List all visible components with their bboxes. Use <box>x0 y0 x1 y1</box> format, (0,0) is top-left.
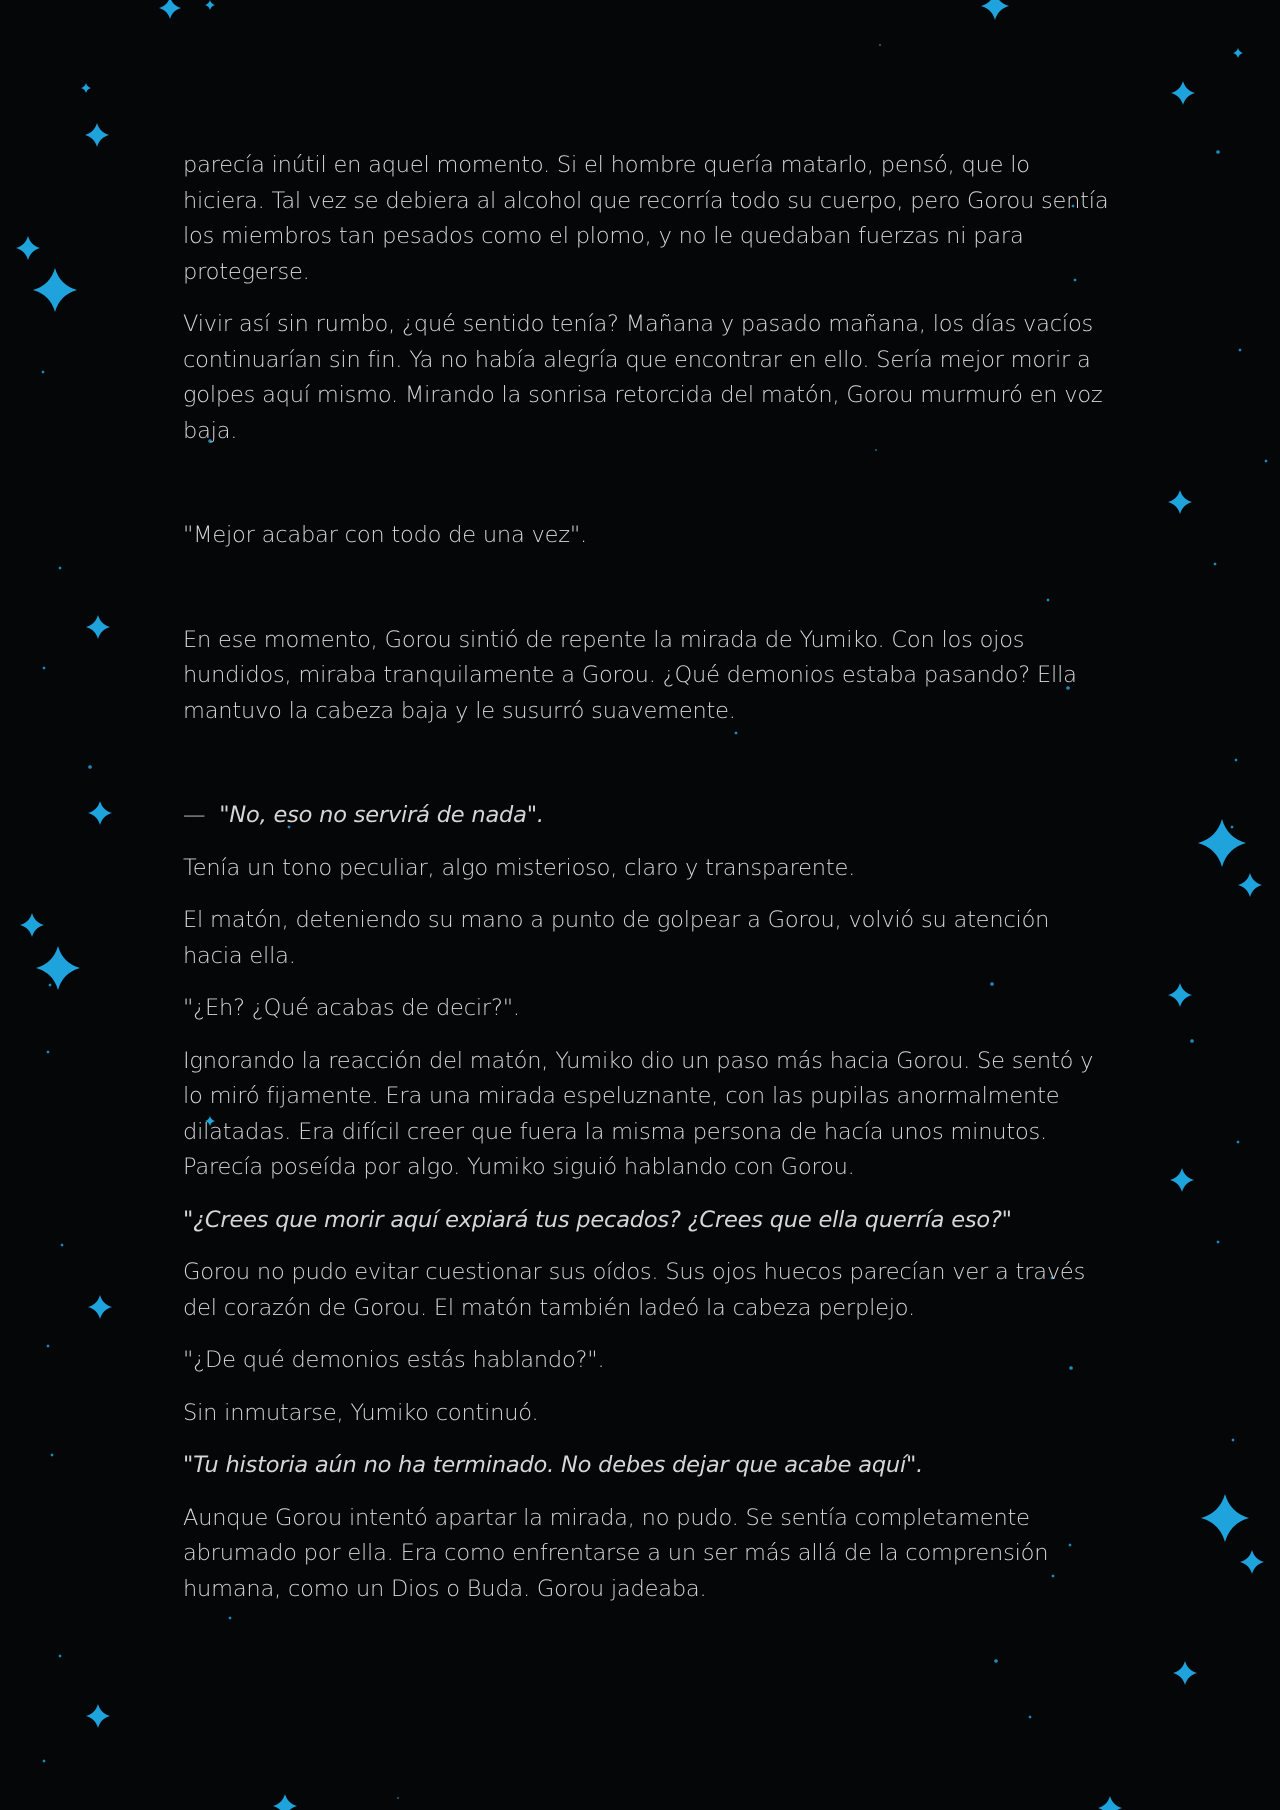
sparkle-star-icon <box>1168 490 1192 514</box>
paragraph-italic: "¿Crees que morir aquí expiará tus pecados? ¿Crees que ella querría eso?" <box>183 1206 1012 1233</box>
paragraph: parecía inútil en aquel momento. Si el hombre quería matarlo, pensó, que lo hiciera. Tal vez se debiera al alcohol que recorría todo su cuerpo, pero Gorou sentía los miembros tan pesados como el plomo, y no le quedaban fuerzas ni para protegerse. <box>183 152 1109 285</box>
tiny-star-icon <box>879 44 881 46</box>
tiny-star-icon <box>47 1345 50 1348</box>
tiny-star-icon <box>59 1655 62 1658</box>
paragraph: El matón, deteniendo su mano a punto de golpear a Gorou, volvió su atención hacia ella. <box>183 907 1050 969</box>
paragraph: Ignorando la reacción del matón, Yumiko dio un paso más hacia Gorou. Se sentó y lo miró fijamente. Era una mirada espeluznante, con las pupilas anormalmente dilatadas. Era difícil creer que fuera la misma persona de hacía unos minutos. Parecía poseída por algo. Yumiko siguió hablando con Gorou. <box>183 1047 1094 1180</box>
sparkle-star-icon <box>88 801 112 825</box>
tiny-star-icon <box>994 1659 998 1663</box>
tiny-star-icon <box>1232 1439 1235 1442</box>
sparkle-star-icon <box>1098 1796 1122 1810</box>
sparkle-star-icon <box>16 236 40 260</box>
paragraph: Gorou no pudo evitar cuestionar sus oídos. Sus ojos huecos parecían ver a través del corazón de Gorou. El matón también ladeó la cabeza perplejo. <box>183 1259 1086 1321</box>
tiny-star-icon <box>1239 349 1242 352</box>
spacer <box>183 571 1113 623</box>
sparkle-star-icon <box>36 946 80 990</box>
sparkle-star-icon <box>1238 873 1262 897</box>
tiny-star-icon <box>1190 1039 1194 1043</box>
sparkle-star-icon <box>981 0 1009 20</box>
paragraph: En ese momento, Gorou sintió de repente la mirada de Yumiko. Con los ojos hundidos, miraba tranquilamente a Gorou. ¿Qué demonios estaba pasando? Ella mantuvo la cabeza baja y le susurró suavemente. <box>183 626 1077 724</box>
tiny-star-icon <box>49 984 52 987</box>
sparkle-star-icon <box>20 913 44 937</box>
tiny-star-icon <box>61 1244 64 1247</box>
story-text <box>183 148 1113 1624</box>
sparkle-star-icon <box>33 268 77 312</box>
tiny-star-icon <box>42 371 45 374</box>
paragraph: Tenía un tono peculiar, algo misterioso, claro y transparente. <box>183 854 856 881</box>
spacer <box>183 746 1113 798</box>
paragraph: Aunque Gorou intentó apartar la mirada, no pudo. Se sentía completamente abrumado por ella. Era como enfrentarse a un ser más allá de la comprensión humana, como un Dios o Buda. Gorou jadeaba. <box>183 1504 1049 1602</box>
spacer <box>183 466 1113 518</box>
sparkle-star-icon <box>205 0 215 10</box>
paragraph: "Mejor acabar con todo de una vez". <box>183 522 587 548</box>
tiny-star-icon <box>43 1760 46 1763</box>
em-dash: — <box>183 802 206 828</box>
sparkle-star-icon <box>1173 1661 1197 1685</box>
tiny-star-icon <box>1265 460 1268 463</box>
sparkle-star-icon <box>85 123 109 147</box>
dialogue-italic: "No, eso no servirá de nada". <box>219 802 544 828</box>
sparkle-star-icon <box>1240 1550 1264 1574</box>
tiny-star-icon <box>1216 150 1220 154</box>
sparkle-star-icon <box>273 1794 297 1810</box>
tiny-star-icon <box>1214 563 1217 566</box>
sparkle-star-icon <box>159 0 181 19</box>
tiny-star-icon <box>1029 1716 1032 1719</box>
tiny-star-icon <box>1231 826 1234 829</box>
tiny-star-icon <box>1237 1141 1240 1144</box>
sparkle-star-icon <box>88 1295 112 1319</box>
sparkle-star-icon <box>1198 819 1246 867</box>
paragraph: "¿Eh? ¿Qué acabas de decir?". <box>183 995 520 1021</box>
tiny-star-icon <box>51 1454 54 1457</box>
paragraph: Vivir así sin rumbo, ¿qué sentido tenía? Mañana y pasado mañana, los días vacíos continuarían sin fin. Ya no había alegría que encontrar en ello. Sería mejor morir a golpes aquí mismo. Mirando la sonrisa retorcida del matón, Gorou murmuró en voz baja. <box>183 311 1103 444</box>
sparkle-star-icon <box>1170 1168 1194 1192</box>
sparkle-star-icon <box>1233 48 1243 58</box>
tiny-star-icon <box>47 1051 50 1054</box>
sparkle-star-icon <box>1171 81 1195 105</box>
tiny-star-icon <box>1235 759 1238 762</box>
tiny-star-icon <box>1217 1241 1220 1244</box>
sparkle-star-icon <box>86 1704 110 1728</box>
paragraph: "¿De qué demonios estás hablando?". <box>183 1347 605 1373</box>
dialogue-line <box>183 798 1113 834</box>
sparkle-star-icon <box>1201 1494 1249 1542</box>
sparkle-star-icon <box>86 615 110 639</box>
sparkle-star-icon <box>1168 983 1192 1007</box>
sparkle-star-icon <box>81 83 91 93</box>
tiny-star-icon <box>88 765 92 769</box>
tiny-star-icon <box>59 567 62 570</box>
tiny-star-icon <box>43 667 46 670</box>
tiny-star-icon <box>397 1797 399 1799</box>
paragraph-italic: "Tu historia aún no ha terminado. No debes dejar que acabe aquí". <box>183 1452 924 1478</box>
paragraph: Sin inmutarse, Yumiko continuó. <box>183 1399 539 1426</box>
